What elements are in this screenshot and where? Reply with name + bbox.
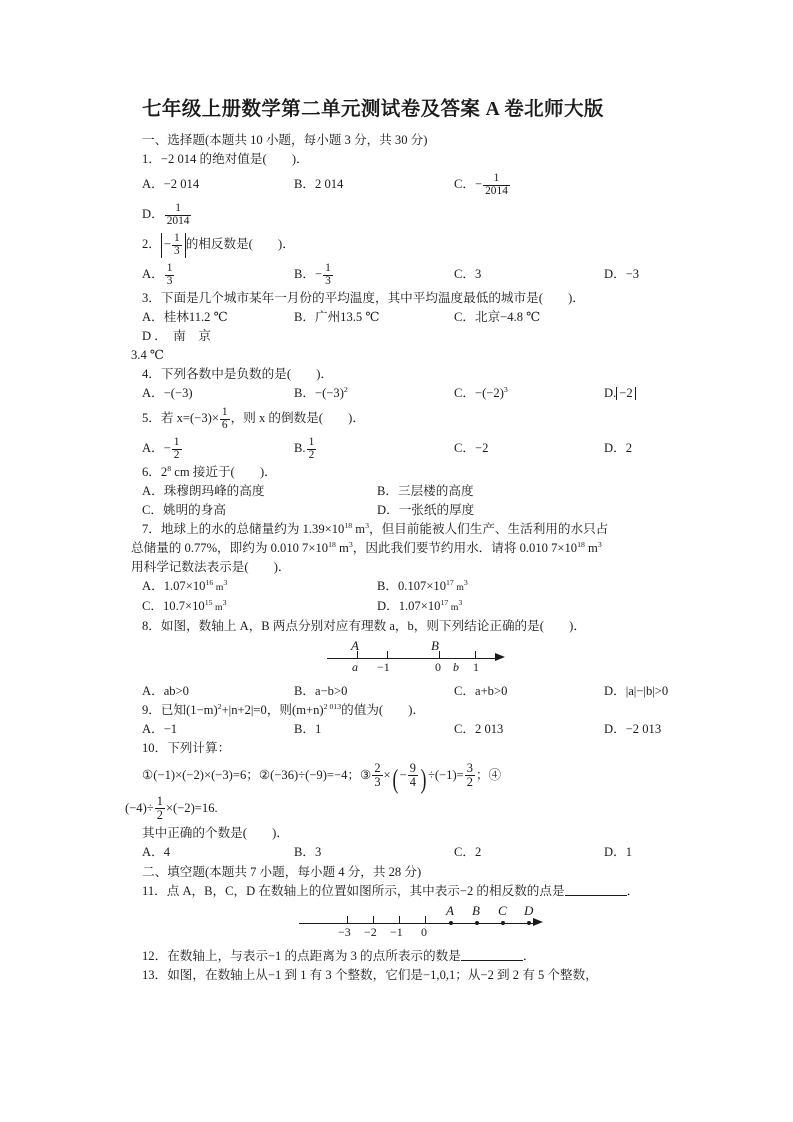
q2-option-a-fraction <box>165 263 175 288</box>
q8-label-one: 1 <box>473 660 479 674</box>
q11-label-neg1: −1 <box>390 925 403 939</box>
q10-f1-numerator: 2 <box>374 761 381 776</box>
q5-stem-prefix: 5．若 x=(−3)× <box>142 411 219 425</box>
q2-fraction <box>172 233 182 258</box>
question-7-stem-line-1 <box>131 520 671 539</box>
q10-option-c: C．2 <box>454 845 482 859</box>
q8-option-c: C．a+b>0 <box>454 684 508 698</box>
q5-option-b <box>294 433 454 463</box>
question-6-stem <box>131 463 671 482</box>
q2-option-b-fraction <box>323 263 333 288</box>
q7-option-d <box>377 597 462 617</box>
q7-option-c <box>142 597 377 617</box>
q2-option-a <box>142 259 294 289</box>
q6-option-b: B．三层楼的高度 <box>377 484 474 498</box>
q7-option-d-base: D．1.07×10 <box>377 599 441 613</box>
question-1-options-row-2 <box>131 199 671 229</box>
q7-l2-unit-b-exp: 3 <box>348 539 353 549</box>
q12-stem-period: ． <box>522 949 536 963</box>
q10-option-d: D．1 <box>604 845 632 859</box>
question-4-stem: 4．下列各数中是负数的是( )． <box>142 367 333 381</box>
q3-option-b: B．广州13.5 ℃ <box>294 310 380 324</box>
q6-exponent: 8 <box>167 463 172 473</box>
q7-option-c-base: C．10.7×10 <box>142 599 205 613</box>
q7-option-a-base: A．1.07×10 <box>142 579 206 593</box>
q4-option-d-absolute: −2 <box>616 387 635 400</box>
q4-option-b-exponent: 2 <box>343 384 348 394</box>
q10-f1-denominator: 3 <box>374 774 381 789</box>
q1-option-d-fraction <box>165 203 192 228</box>
q8-tick-minus-1 <box>387 651 388 659</box>
q9-stem-prefix: 9．已知(1−m) <box>142 703 218 717</box>
q5-numerator: 1 <box>221 406 228 419</box>
q5-option-a-fraction <box>172 437 182 462</box>
q1-option-d <box>142 199 192 229</box>
q10-f2-numerator: 9 <box>409 761 416 776</box>
q8-label-B: B <box>431 638 439 653</box>
question-13-stem: 13．如图，在数轴上从−1 到 1 有 3 个整数，它们是−1,0,1；从−2 到 2 有 5 个整数， <box>142 968 598 982</box>
question-8-options <box>131 682 671 701</box>
q2-a-numerator: 1 <box>166 262 173 275</box>
q7-l2-text-a: 总储量的 0.77%，即约为 0.010 7×10 <box>131 541 329 555</box>
q1-d-denominator: 2014 <box>166 214 190 227</box>
q5-fraction <box>220 407 230 432</box>
q1-option-d-label: D． <box>142 207 164 221</box>
q7-option-d-unit: m <box>448 602 459 613</box>
q2-option-a-label: A． <box>142 267 164 281</box>
question-8-number-line-figure <box>327 636 507 682</box>
q2-numerator: 1 <box>174 232 180 245</box>
q5-a-numerator: 1 <box>173 436 180 449</box>
q2-option-d: D．−3 <box>604 267 640 281</box>
q5-option-c: C．−2 <box>454 441 489 455</box>
q3-option-a: A．桂林11.2 ℃ <box>142 310 228 324</box>
q7-l2-unit-b: m <box>335 541 349 555</box>
q7-l2-unit-d-exp: 3 <box>597 539 602 549</box>
q1-option-c: C．− $\frac{1}{2014}$ <box>454 172 508 197</box>
q11-axis-arrow <box>533 918 543 926</box>
q1-option-b: B．2 014 <box>294 177 344 191</box>
question-10-calc-line-1 <box>131 758 671 795</box>
q4-option-d <box>604 384 636 403</box>
question-7-options-row-2 <box>131 597 671 617</box>
q10-calc-text-2: × <box>383 768 391 782</box>
q2-number: 2． <box>142 237 161 251</box>
question-4-options <box>131 384 671 403</box>
q9-exponent-2: 2 013 <box>323 701 342 711</box>
q4-option-b <box>294 384 454 403</box>
q8-label-b: b <box>453 660 459 674</box>
question-6-options-row-2 <box>131 501 671 520</box>
q1-option-a: A．−2 014 <box>142 177 200 191</box>
q5-option-b-label: B. <box>294 441 306 455</box>
q10-f4-numerator: 1 <box>156 794 163 809</box>
q11-tick-minus-1 <box>399 916 400 924</box>
question-2-options <box>131 259 671 289</box>
q11-stem-period: ． <box>626 884 640 898</box>
q12-stem-text: 12．在数轴上，与表示−1 的点距离为 3 的点所表示的数是 <box>142 949 461 963</box>
question-11-number-line-figure <box>299 901 549 947</box>
q11-answer-blank[interactable] <box>565 884 627 896</box>
q7-option-c-exp: 15 <box>204 597 213 607</box>
q10-f3-numerator: 3 <box>466 761 473 776</box>
q7-l1-text-c: ，但目前能被人们生产、生活利用的水只占 <box>368 522 609 536</box>
question-3-options <box>131 308 671 346</box>
q8-label-neg1: −1 <box>377 660 390 674</box>
question-12-stem <box>131 947 671 966</box>
q9-exponent-1: 2 <box>217 701 222 711</box>
question-10-tail: 其中正确的个数是( )． <box>142 826 289 840</box>
q11-label-neg3: −3 <box>338 925 351 939</box>
q7-l1-unit-exp: 3 <box>365 520 369 530</box>
page-content <box>125 96 671 985</box>
question-11-stem <box>131 882 671 901</box>
q9-stem-middle: +|n+2|=0，则(m+n) <box>221 703 324 717</box>
q9-option-a: A．−1 <box>142 722 178 736</box>
q6-option-d: D．一张纸的厚度 <box>377 503 475 517</box>
question-5-options <box>131 433 671 463</box>
q5-stem-suffix: ，则 x 的倒数是( )． <box>230 411 365 425</box>
q2-option-b <box>294 259 454 289</box>
q6-option-c: C．姚明的身高 <box>142 503 226 517</box>
q9-option-b: B．1 <box>294 722 322 736</box>
q5-b-numerator: 1 <box>308 436 315 449</box>
question-3-option-d-wrap: 3.4 ℃ <box>131 348 164 362</box>
q1-option-c-fraction <box>483 173 510 198</box>
section-2-heading: 二、填空题(本题共 7 小题，每小题 4 分，共 28 分) <box>142 865 422 879</box>
q1-c-numerator: 1 <box>493 172 500 185</box>
q10-fraction-2 <box>408 762 418 789</box>
q10-fraction-3 <box>465 762 475 789</box>
q7-option-d-unit-exp: 3 <box>458 597 463 607</box>
question-7-stem-line-2 <box>131 539 671 558</box>
q2-b-numerator: 1 <box>325 262 331 275</box>
q4-option-d-label: D. <box>604 386 617 400</box>
question-1-stem: 1．−2 014 的绝对值是( )． <box>142 152 309 166</box>
question-2-stem <box>131 229 671 259</box>
q10-calc2-text-2: ×(−2)=16. <box>165 801 218 815</box>
question-8-stem: 8．如图，数轴上 A，B 两点分别对应有理数 a，b，则下列结论正确的是( )． <box>142 619 586 633</box>
q7-l2-text-c: ，因此我们要节约用水．请将 0.010 7×10 <box>352 541 578 555</box>
q7-l2-exp-c: 18 <box>577 539 585 549</box>
q6-stem-suffix: cm 接近于( )． <box>171 465 277 479</box>
q10-calc2-text-1: (−4)÷ <box>125 801 154 815</box>
q10-left-paren: ( <box>392 764 399 795</box>
q10-option-a: A．4 <box>142 845 170 859</box>
q8-tick-1 <box>475 651 476 659</box>
q9-option-d: D．−2 013 <box>604 722 662 736</box>
q1-option-c-label: C． <box>454 177 475 191</box>
q8-option-d: D．|a|−|b|>0 <box>604 684 669 698</box>
q7-option-a-unit: m <box>213 582 224 593</box>
q11-point-B <box>475 921 479 925</box>
question-7-options-row-1 <box>131 577 671 597</box>
q10-calc-text-4: ÷(−1)= <box>427 768 464 782</box>
q3-option-c: C．北京−4.8 ℃ <box>454 310 541 324</box>
q11-tick-0 <box>425 916 426 924</box>
page-title: 七年级上册数学第二单元测试卷及答案 A 卷北师大版 <box>142 99 604 120</box>
q8-option-b: B．a−b>0 <box>294 684 348 698</box>
q9-stem-suffix: 的值为( )． <box>341 703 426 717</box>
q3-option-d: D ． 南 京 <box>142 329 211 343</box>
q11-point-A <box>449 921 453 925</box>
q11-point-D <box>527 921 531 925</box>
q11-label-D: D <box>524 903 534 918</box>
question-9-stem <box>131 701 671 720</box>
q5-denominator: 6 <box>221 418 228 431</box>
section-1-heading: 一、选择题(本题共 10 小题，每小题 3 分，共 30 分) <box>142 133 428 147</box>
q4-option-b-base: B．−(−3) <box>294 386 344 400</box>
question-5-stem <box>131 403 671 433</box>
q6-stem-prefix: 6．2 <box>142 465 168 479</box>
question-9-options <box>131 720 671 739</box>
q8-axis-arrow <box>495 653 505 661</box>
q1-c-denominator: 2014 <box>485 184 508 197</box>
q11-label-zero: 0 <box>421 925 427 939</box>
q8-label-zero: 0 <box>435 660 441 674</box>
q7-option-b-base: B．0.107×10 <box>377 579 447 593</box>
q5-option-a-label: A．− <box>142 441 171 455</box>
q6-option-a: A．珠穆朗玛峰的高度 <box>142 484 265 498</box>
q2-a-denominator: 3 <box>166 274 173 287</box>
q11-tick-minus-2 <box>373 916 374 924</box>
q7-l1-text-a: 7．地球上的水的总储量约为 1.39×10 <box>142 522 345 536</box>
q7-option-b-unit: m <box>453 582 464 593</box>
q11-stem-text: 11．点 A，B，C，D 在数轴上的位置如图所示，其中表示−2 的相反数的点是 <box>142 884 565 898</box>
q10-fraction-4 <box>155 795 165 822</box>
q5-b-denominator: 2 <box>308 448 315 461</box>
question-3-stem: 3．下面是几个城市某年一月份的平均温度，其中平均温度最低的城市是( )． <box>142 291 585 305</box>
q7-option-c-unit-exp: 3 <box>222 597 227 607</box>
q8-axis-line <box>327 658 499 659</box>
q7-option-a-unit-exp: 3 <box>223 577 228 587</box>
q11-point-C <box>501 921 505 925</box>
q7-l2-exp-a: 18 <box>328 539 336 549</box>
question-10-calc-line-2 <box>125 792 671 824</box>
q10-calc-text-1: ①(−1)×(−2)×(−3)=6；②(−36)÷(−9)=−4；③ <box>142 768 372 782</box>
q7-option-b <box>377 577 468 597</box>
q7-option-d-exp: 17 <box>440 597 449 607</box>
q8-label-A: A <box>351 638 359 653</box>
q7-l1-exp-a: 18 <box>344 520 353 530</box>
question-10-stem: 10．下列计算： <box>142 741 231 755</box>
q7-option-b-unit-exp: 3 <box>463 577 468 587</box>
q11-label-A: A <box>446 903 454 918</box>
q10-f3-denominator: 2 <box>466 774 473 789</box>
q10-fraction-1 <box>372 762 382 789</box>
q10-calc-text-5: ；④ <box>475 768 502 782</box>
q10-option-b: B．3 <box>294 845 322 859</box>
q10-f4-denominator: 2 <box>156 807 163 822</box>
q8-tick-0 <box>439 651 440 659</box>
q2-denominator: 3 <box>174 244 180 257</box>
q4-option-a: A．−(−3) <box>142 386 193 400</box>
q12-answer-blank[interactable] <box>461 949 523 961</box>
q8-label-a: a <box>352 660 358 674</box>
q4-option-c-base: C．−(−2) <box>454 386 504 400</box>
q2-option-b-label: B．− <box>294 267 323 281</box>
q2-absolute-value: − $\frac{1}{3}$ <box>161 233 186 258</box>
q5-option-d: D．2 <box>604 441 632 455</box>
q7-l2-unit-d: m <box>584 541 598 555</box>
q7-option-c-unit: m <box>212 602 223 613</box>
q9-option-c: C．2 013 <box>454 722 504 736</box>
q10-calc-text-3: − <box>399 768 407 782</box>
q11-label-B: B <box>472 903 480 918</box>
q11-label-C: C <box>498 903 507 918</box>
q5-option-a <box>142 433 294 463</box>
q5-option-b-fraction <box>307 437 317 462</box>
q8-option-a: A．ab>0 <box>142 684 189 698</box>
question-6-options-row-1 <box>131 482 671 501</box>
question-1-options-row-1 <box>131 169 671 199</box>
q7-option-b-exp: 17 <box>446 577 454 587</box>
q7-option-a <box>142 577 377 597</box>
q7-l1-unit: m <box>352 522 366 536</box>
q2-b-denominator: 3 <box>325 274 331 287</box>
q1-d-numerator: 1 <box>175 202 181 215</box>
q10-f2-denominator: 4 <box>409 774 416 789</box>
q7-option-a-exp: 16 <box>205 577 214 587</box>
q10-right-paren: ) <box>420 764 427 795</box>
q5-a-denominator: 2 <box>173 448 180 461</box>
q11-tick-minus-3 <box>347 916 348 924</box>
q4-option-c <box>454 384 604 403</box>
q4-option-c-exponent: 3 <box>503 384 508 394</box>
question-10-options <box>131 843 671 862</box>
q2-option-c: C．3 <box>454 267 482 281</box>
q2-stem-text: 的相反数是( )． <box>185 237 295 251</box>
q11-label-neg2: −2 <box>364 925 377 939</box>
question-7-stem-line-3: 用科学记数法表示是( )． <box>131 560 291 574</box>
